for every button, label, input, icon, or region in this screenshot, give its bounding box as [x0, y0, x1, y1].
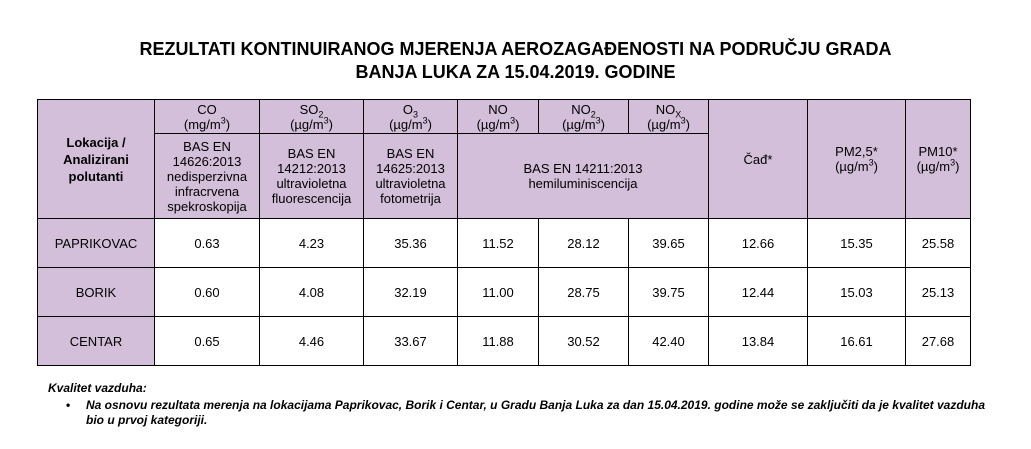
location-cell: PAPRIKOVAC: [38, 219, 155, 268]
value-cell-pm10: 25.13: [906, 268, 971, 317]
location-header: Lokacija / Analizirani polutanti: [38, 100, 155, 219]
value-cell-no: 11.00: [458, 268, 539, 317]
value-cell-no: 11.52: [458, 219, 539, 268]
value-cell-so2: 4.23: [260, 219, 364, 268]
table-row: [38, 317, 971, 366]
location-cell: CENTAR: [38, 317, 155, 366]
nox-header: $NO_X$ $(\mu g/m^3)$: [629, 100, 709, 134]
value-cell-pm10: 27.68: [906, 317, 971, 366]
report-title-line1: REZULTATI KONTINUIRANOG MJERENJA AEROZAGAĐENOSTI NA PODRUČJU GRADA: [139, 39, 892, 59]
value-cell-so2: 4.46: [260, 317, 364, 366]
value-cell-cad: 13.84: [709, 317, 808, 366]
value-cell-cad: 12.66: [709, 219, 808, 268]
value-cell-nox: 42.40: [629, 317, 709, 366]
header-row-units: [38, 100, 971, 134]
value-cell-co: 0.60: [155, 268, 260, 317]
value-cell-pm25: 15.35: [808, 219, 906, 268]
value-cell-no: 11.88: [458, 317, 539, 366]
value-cell-pm10: 25.58: [906, 219, 971, 268]
value-cell-o3: 35.36: [364, 219, 458, 268]
table-row: [38, 268, 971, 317]
location-cell: BORIK: [38, 268, 155, 317]
value-cell-o3: 32.19: [364, 268, 458, 317]
note-bullet-item: [48, 398, 988, 428]
pm25-header: PM2,5* $(\mu g/m^3)$: [808, 100, 906, 219]
so2-method: BAS EN 14212:2013 ultravioletna fluorescencija: [260, 134, 364, 219]
bullet-icon: •: [66, 398, 71, 412]
co-method: BAS EN 14626:2013 nedisperzivna infracrvena spekroskopija: [155, 134, 260, 219]
value-cell-pm25: 16.61: [808, 317, 906, 366]
value-cell-co: 0.63: [155, 219, 260, 268]
value-cell-o3: 33.67: [364, 317, 458, 366]
note-text: Na osnovu rezultata merenja na lokacijama Paprikovac, Borik i Centar, u Gradu Banja Luka za dan 15.04.2019. godine može se zaključiti da je kvalitet vazduha bio u prvoj kategoriji.: [86, 398, 985, 427]
value-cell-cad: 12.44: [709, 268, 808, 317]
no2-header: $NO_2$ $(\mu g/m^3)$: [539, 100, 629, 134]
so2-header: $SO_2$ $(\mu g/m^3)$: [260, 100, 364, 134]
air-quality-note: [48, 381, 988, 428]
value-cell-co: 0.65: [155, 317, 260, 366]
results-table: [37, 99, 971, 366]
value-cell-nox: 39.75: [629, 268, 709, 317]
no-header: NO $(\mu g/m^3)$: [458, 100, 539, 134]
note-heading: Kvalitet vazduha:: [48, 381, 147, 395]
pm10-header: PM10* $(\mu g/m^3)$: [906, 100, 971, 219]
cad-header: Čađ*: [709, 100, 808, 219]
o3-header: $O_3$ $(\mu g/m^3)$: [364, 100, 458, 134]
value-cell-so2: 4.08: [260, 268, 364, 317]
value-cell-no2: 30.52: [539, 317, 629, 366]
value-cell-nox: 39.65: [629, 219, 709, 268]
report-title-line2: BANJA LUKA ZA 15.04.2019. GODINE: [355, 62, 676, 82]
report-title: [0, 38, 1031, 84]
value-cell-no2: 28.75: [539, 268, 629, 317]
nox-method: BAS EN 14211:2013 hemiluminiscencija: [458, 134, 709, 219]
value-cell-no2: 28.12: [539, 219, 629, 268]
value-cell-pm25: 15.03: [808, 268, 906, 317]
co-header: CO $(mg/m^3)$: [155, 100, 260, 134]
table-row: [38, 219, 971, 268]
o3-method: BAS EN 14625:2013 ultravioletna fotometrija: [364, 134, 458, 219]
